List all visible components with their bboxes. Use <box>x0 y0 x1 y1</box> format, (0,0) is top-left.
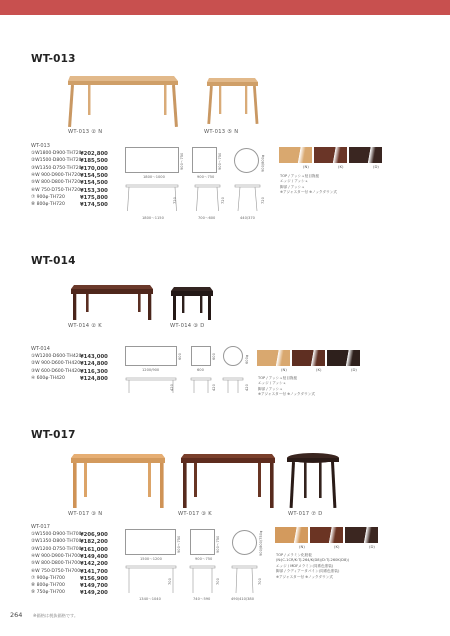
spec-size: ④ 600φ·TH420 <box>31 375 65 381</box>
dim-label: 700〜600 <box>198 216 216 220</box>
table-photo-wt014-rect <box>68 283 154 321</box>
spec-size: ①W1200·D600·TH420 <box>31 354 82 359</box>
spec-size: ⑧ 800φ·TH700 <box>31 583 65 589</box>
table-photo-wt013-rect <box>60 72 180 132</box>
spec-price: ¥154,500 <box>80 172 108 179</box>
spec-row <box>31 547 111 552</box>
top-view-rect-drawing <box>125 529 176 555</box>
dim-label: 420 <box>245 384 249 391</box>
dim-label: 600 <box>197 368 204 372</box>
legs-view-drawing <box>232 566 257 594</box>
spec-size: ②W1500·D800·TH720 <box>31 158 82 164</box>
color-swatch <box>257 350 290 366</box>
color-swatch <box>349 147 382 163</box>
spec-list-title: WT-014 <box>31 346 50 352</box>
finish-swatches <box>257 350 362 374</box>
dim-label: 720 <box>261 197 265 204</box>
table-photo-wt013-square <box>205 76 260 128</box>
spec-row <box>31 354 111 359</box>
color-swatch <box>327 350 360 366</box>
material-line: エッジ / アッシュ <box>258 381 287 386</box>
spec-row <box>31 195 111 200</box>
front-view-drawing <box>126 185 178 213</box>
spec-size: ②W1350·D800·TH700 <box>31 539 82 545</box>
spec-row <box>31 361 111 366</box>
dim-label: 900〜750 <box>195 557 213 561</box>
spec-price: ¥124,800 <box>80 361 108 368</box>
top-accent-bar <box>0 0 450 15</box>
side-view-drawing <box>191 378 211 394</box>
finish-swatches <box>279 147 384 171</box>
spec-row <box>31 554 111 559</box>
photo-caption: WT-013 ② N <box>68 129 103 135</box>
color-swatch <box>314 147 347 163</box>
spec-row <box>31 583 111 588</box>
side-view-drawing <box>190 566 215 594</box>
spec-price: ¥149,400 <box>80 553 108 560</box>
spec-size: ③W1350·D750·TH720 <box>31 165 82 171</box>
spec-price: ¥175,800 <box>80 194 108 201</box>
section-title-wt013: WT-013 <box>31 53 76 65</box>
color-swatch <box>345 527 378 543</box>
dim-label: 1200/900 <box>142 368 160 372</box>
spec-size: ⑦ 900φ·TH720 <box>31 194 65 200</box>
spec-row <box>31 569 111 574</box>
color-swatch <box>275 527 308 543</box>
swatch-label: (D) <box>369 544 375 549</box>
spec-size: ⑥W 750·D750·TH700 <box>31 568 81 574</box>
dim-label: 900〜750 <box>218 152 222 170</box>
photo-caption: WT-017 ③ N <box>68 511 103 517</box>
spec-price: ¥202,800 <box>80 151 108 157</box>
spec-size: ⑧ 800φ·TH720 <box>31 202 65 208</box>
color-swatch <box>292 350 325 366</box>
dim-label: 490/410/380 <box>231 597 254 601</box>
section-title-wt017: WT-017 <box>31 429 76 441</box>
material-line: エッジ / MDFメラミン(同系色塗装) <box>276 563 334 568</box>
spec-size: ③W 600·D600·TH420 <box>31 368 81 374</box>
color-swatch <box>310 527 343 543</box>
photo-caption: WT-013 ⑤ N <box>204 129 239 135</box>
spec-price: ¥143,000 <box>80 354 108 360</box>
dim-label: 600φ <box>245 354 249 364</box>
dim-label: 420 <box>170 384 174 391</box>
legs-view-drawing <box>235 185 260 213</box>
spec-price: ¥116,300 <box>80 368 108 375</box>
spec-size: ①W1800·D900·TH720 <box>31 151 82 156</box>
spec-price: ¥170,000 <box>80 165 108 172</box>
top-view-circle-drawing <box>223 346 243 366</box>
dim-label: 900〜750 <box>177 535 181 553</box>
dim-label: 700 <box>258 578 262 585</box>
spec-size: ④W 900·D900·TH720 <box>31 172 81 178</box>
spec-size: ③W1200·D750·TH700 <box>31 546 82 552</box>
spec-price: ¥141,700 <box>80 568 108 575</box>
spec-size: ⑦ 900φ·TH700 <box>31 575 65 581</box>
table-photo-wt017-rect-k <box>178 452 276 510</box>
dim-label: 1800〜1150 <box>142 216 164 220</box>
spec-row <box>31 202 111 207</box>
dim-label: 900/800/750φ <box>259 530 263 556</box>
spec-row <box>31 590 111 595</box>
material-line: TOP / メラミン化粧板 <box>276 553 312 557</box>
dim-label: 1500〜1200 <box>140 557 162 561</box>
spec-row <box>31 532 111 537</box>
spec-size: ④W 900·D900·TH700 <box>31 553 81 559</box>
spec-size: ⑤W 800·D800·TH720 <box>31 180 81 186</box>
spec-row <box>31 151 111 156</box>
material-line: ※アジャスター付 ※ノックダウン式 <box>280 190 337 195</box>
swatch-label: (D) <box>373 164 379 169</box>
spec-row <box>31 188 111 193</box>
front-view-drawing <box>126 378 176 394</box>
spec-price: ¥154,500 <box>80 180 108 187</box>
spec-price: ¥142,200 <box>80 561 108 568</box>
spec-row <box>31 158 111 163</box>
photo-caption: WT-014 ② K <box>68 323 102 329</box>
material-line: 脚部 / ラディアータパイン(同系色塗装) <box>276 569 340 574</box>
spec-price: ¥156,900 <box>80 575 108 582</box>
material-line: TOP / アッシュ柾目挽板 <box>280 174 320 178</box>
photo-caption: WT-017 ⑦ D <box>288 511 323 517</box>
spec-size: ⑨ 750φ·TH700 <box>31 590 65 596</box>
spec-price: ¥149,700 <box>80 583 108 590</box>
dim-label: 600 <box>178 353 182 360</box>
top-view-rect-drawing <box>125 346 177 366</box>
top-view-circle-drawing <box>232 530 257 555</box>
dim-label: 900〜750 <box>216 535 220 553</box>
spec-row <box>31 180 111 185</box>
dim-label: 740〜590 <box>193 597 211 601</box>
material-notes <box>258 376 315 398</box>
material-line: ※アジャスター付 ※ノックダウン式 <box>276 574 333 579</box>
dim-label: 900〜750 <box>197 175 215 179</box>
spec-price: ¥149,200 <box>80 590 108 597</box>
material-line: ※アジャスター付 ※ノックダウン式 <box>258 392 315 397</box>
spec-size: ①W1500·D900·TH700 <box>31 532 82 537</box>
dim-label: 420 <box>212 384 216 391</box>
spec-price: ¥174,500 <box>80 202 108 209</box>
spec-price: ¥153,300 <box>80 187 108 194</box>
spec-row <box>31 166 111 171</box>
material-line: (N:JC-1CR/K:TJ-264/K(D8)/D:TJ-260K(D8)) <box>276 558 350 563</box>
dim-label: 1800〜1000 <box>143 175 165 179</box>
price-footnote: ※価格は税抜価格です。 <box>33 613 79 618</box>
spec-price: ¥161,000 <box>80 546 108 553</box>
spec-row <box>31 576 111 581</box>
spec-row <box>31 173 111 178</box>
page-number: 264 <box>10 611 23 619</box>
swatch-label: (N) <box>303 164 309 169</box>
top-view-circle-drawing <box>234 148 259 173</box>
dim-label: 720 <box>173 197 177 204</box>
dim-label: 1340〜1040 <box>139 597 161 601</box>
dim-label: 720 <box>221 197 225 204</box>
dim-label: 600 <box>212 353 216 360</box>
table-photo-wt017-round-d <box>286 452 340 510</box>
spec-row <box>31 539 111 544</box>
swatch-label: (K) <box>316 367 322 372</box>
spec-size: ⑥W 750·D750·TH720 <box>31 187 81 193</box>
material-notes <box>280 174 337 196</box>
photo-caption: WT-014 ③ D <box>170 323 205 329</box>
spec-list-title: WT-013 <box>31 143 50 149</box>
top-view-square-drawing <box>190 529 215 555</box>
spec-price: ¥206,900 <box>80 532 108 538</box>
table-photo-wt017-rect-n <box>68 452 166 510</box>
dim-label: 440/370 <box>240 216 255 220</box>
swatch-label: (D) <box>351 367 357 372</box>
top-view-square-drawing <box>191 346 211 366</box>
dim-label: 700 <box>168 578 172 585</box>
material-line: 脚部 / アッシュ <box>258 386 283 391</box>
spec-row <box>31 376 111 381</box>
swatch-label: (N) <box>299 544 305 549</box>
dim-label: 900〜750 <box>180 152 184 170</box>
spec-price: ¥124,800 <box>80 375 108 382</box>
spec-price: ¥182,200 <box>80 539 108 546</box>
spec-price: ¥185,500 <box>80 158 108 165</box>
top-view-rect-drawing <box>125 147 179 173</box>
swatch-label: (K) <box>334 544 340 549</box>
material-line: TOP / アッシュ柾目挽板 <box>258 376 298 380</box>
photo-caption: WT-017 ③ K <box>178 511 212 517</box>
top-view-square-drawing <box>192 147 217 173</box>
swatch-label: (K) <box>338 164 344 169</box>
spec-row <box>31 369 111 374</box>
color-swatch <box>279 147 312 163</box>
dim-label: 900/800φ <box>261 154 265 172</box>
section-title-wt014: WT-014 <box>31 255 76 267</box>
spec-size: ②W 900·D600·TH420 <box>31 361 81 367</box>
side-view-drawing <box>195 185 220 213</box>
spec-row <box>31 561 111 566</box>
spec-size: ⑤W 800·D800·TH700 <box>31 561 81 567</box>
swatch-label: (N) <box>281 367 287 372</box>
table-photo-wt014-square <box>170 285 214 321</box>
dim-label: 700 <box>216 578 220 585</box>
legs-view-drawing <box>223 378 243 394</box>
spec-list-title: WT-017 <box>31 524 50 530</box>
material-notes <box>276 553 349 580</box>
finish-swatches <box>275 527 380 551</box>
material-line: エッジ / アッシュ <box>280 179 309 184</box>
material-line: 脚部 / アッシュ <box>280 184 305 189</box>
